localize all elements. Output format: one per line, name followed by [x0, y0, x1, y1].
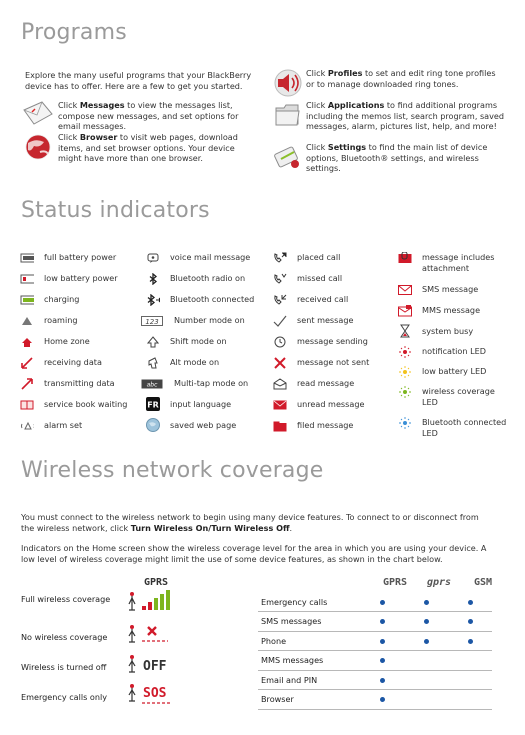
- indicator-label: unread message: [297, 399, 365, 409]
- program-messages: [22, 100, 262, 132]
- indicator-label: roaming: [44, 315, 78, 325]
- wireless-off-indicator: [128, 654, 180, 674]
- p1-end: .: [289, 522, 293, 533]
- indicator-label: saved web page: [170, 420, 237, 430]
- profiles-text-post: to set and edit ring tone profiles or to manage downloaded ring tones.: [306, 68, 496, 89]
- blue-led-icon: [398, 417, 412, 429]
- indicator-received-call: [273, 294, 348, 306]
- available-dot-icon: [380, 697, 385, 702]
- indicator-label: Bluetooth radio on: [170, 273, 246, 283]
- indicator-label: Number mode on: [174, 315, 245, 325]
- indicator-label: message not sent: [297, 357, 370, 367]
- indicator-saved-web-page: [146, 418, 236, 432]
- applications-text-post: to find additional programs including the memos list, search program, saved messages, alarm, pictures list, help, and more!: [306, 100, 505, 131]
- table-row: [258, 592, 492, 612]
- indicator-bluetooth-on: [146, 273, 245, 285]
- indicator-system-busy: [398, 324, 473, 338]
- indicator-missed-call: [273, 273, 342, 285]
- red-led-icon: [398, 346, 412, 358]
- available-dot-icon: [424, 619, 429, 624]
- messages-text-pre: Click: [58, 100, 80, 110]
- saved-web-page-globe-icon: [146, 418, 160, 432]
- sms-icon: [398, 284, 412, 296]
- indicator-message-not-sent: [273, 357, 369, 369]
- indicator-service-book: [20, 399, 127, 411]
- indicator-label: received call: [297, 294, 349, 304]
- browser-label: Browser: [79, 132, 118, 142]
- indicator-label: full battery power: [44, 252, 117, 262]
- table-row: [258, 690, 492, 710]
- availability-cell: [448, 592, 492, 612]
- availability-cell: [404, 670, 448, 690]
- hourglass-icon: [398, 324, 412, 338]
- messages-icon: [22, 100, 54, 128]
- availability-cell: [448, 651, 492, 671]
- indicator-home-zone: [20, 336, 90, 348]
- antenna-icon: [129, 625, 135, 642]
- program-browser: [22, 132, 262, 164]
- indicator-label: sent message: [297, 315, 354, 325]
- mms-icon: [398, 305, 412, 317]
- table-row: [258, 670, 492, 690]
- filed-message-icon: [273, 420, 287, 432]
- programs-heading: Programs: [21, 20, 127, 45]
- indicator-charging: [20, 294, 79, 306]
- indicator-multitap-mode: [140, 378, 248, 390]
- closed-envelope-icon: [273, 399, 287, 411]
- indicator-label: low battery LED: [422, 366, 487, 376]
- alarm-bell-icon: [20, 420, 34, 432]
- column-header-gprs-lower: gprs: [426, 577, 452, 588]
- indicator-number-mode: [140, 315, 245, 327]
- indicator-label: low battery power: [44, 273, 118, 283]
- roaming-triangle-icon: [20, 315, 34, 327]
- indicator-placed-call: [273, 252, 340, 264]
- settings-icon: [272, 142, 304, 170]
- available-dot-icon: [380, 600, 385, 605]
- sos-label: SOS: [143, 686, 167, 701]
- indicator-shift-mode: [146, 336, 227, 348]
- availability-cell: [404, 592, 448, 612]
- amber-led-icon: [398, 366, 412, 378]
- indicator-label: system busy: [422, 326, 474, 336]
- indicator-label: filed message: [297, 420, 354, 430]
- coverage-level-none: No wireless coverage: [21, 632, 108, 642]
- available-dot-icon: [380, 678, 385, 683]
- indicator-notification-led: [398, 346, 486, 358]
- svg-text:abc: abc: [146, 381, 158, 389]
- browser-text-pre: Click: [58, 132, 80, 142]
- availability-cell: [448, 690, 492, 710]
- program-applications: [272, 100, 507, 132]
- availability-cell: [404, 690, 448, 710]
- indicator-label: read message: [297, 378, 355, 388]
- charging-battery-icon: [20, 294, 34, 306]
- received-call-icon: [273, 294, 287, 306]
- feature-name: SMS messages: [258, 612, 360, 632]
- indicator-alarm: [20, 420, 82, 432]
- emergency-only-indicator: [128, 683, 180, 705]
- indicator-low-battery: [20, 273, 118, 285]
- indicator-mms-message: [398, 305, 480, 317]
- indicator-label: placed call: [297, 252, 341, 262]
- antenna-icon: [129, 655, 135, 672]
- input-language-icon: [146, 396, 160, 412]
- status-indicators-heading: Status indicators: [21, 198, 210, 223]
- applications-folder-icon: [272, 100, 304, 128]
- indicator-label: receiving data: [44, 357, 102, 367]
- indicator-alt-mode: [146, 357, 219, 369]
- indicator-message-sending: [273, 336, 368, 348]
- indicator-label: Alt mode on: [170, 357, 220, 367]
- alt-arrow-icon: [146, 357, 160, 369]
- messages-label: Messages: [79, 100, 125, 110]
- placed-call-icon: [273, 252, 287, 264]
- column-header-gprs: GPRS: [382, 577, 408, 588]
- indicator-low-battery-led: [398, 366, 486, 378]
- column-header-gsm: GSM: [473, 577, 493, 588]
- available-dot-icon: [468, 619, 473, 624]
- availability-cell: [404, 612, 448, 632]
- program-settings: [272, 142, 512, 174]
- availability-cell: [360, 651, 404, 671]
- antenna-icon: [129, 592, 135, 610]
- indicator-label: missed call: [297, 273, 343, 283]
- profiles-label: Profiles: [327, 68, 363, 78]
- availability-cell: [360, 690, 404, 710]
- indicator-label: MMS message: [422, 305, 481, 315]
- no-coverage-indicator: [128, 624, 180, 644]
- shift-arrow-icon: [146, 336, 160, 348]
- multitap-mode-icon: [140, 378, 164, 390]
- wireless-coverage-heading: Wireless network coverage: [21, 458, 324, 483]
- programs-intro: Explore the many useful programs that your BlackBerry device has to offer. Here are a few to get you started.: [25, 70, 252, 91]
- gprs-label: GPRS: [143, 577, 169, 588]
- indicator-filed-message: [273, 420, 353, 432]
- availability-cell: [360, 612, 404, 632]
- indicator-label: charging: [44, 294, 80, 304]
- coverage-feature-table: [258, 592, 492, 710]
- svg-text:FR: FR: [147, 400, 159, 410]
- feature-name: Email and PIN: [258, 670, 360, 690]
- availability-cell: [404, 631, 448, 651]
- indicator-sent-message: [273, 315, 353, 327]
- indicator-voice-mail: [146, 252, 250, 264]
- feature-name: Emergency calls: [258, 592, 360, 612]
- feature-name: MMS messages: [258, 651, 360, 671]
- missed-call-icon: [273, 273, 287, 285]
- availability-cell: [448, 631, 492, 651]
- table-row: [258, 612, 492, 632]
- settings-text-pre: Click: [306, 142, 328, 152]
- indicator-unread-message: [273, 399, 364, 411]
- indicator-label: wireless coverage LED: [422, 386, 495, 407]
- applications-text-pre: Click: [306, 100, 328, 110]
- browser-text-post: to visit web pages, download items, and set browser options. Your device might have more than one browser.: [58, 132, 238, 163]
- home-icon: [20, 336, 34, 348]
- indicator-label: Multi-tap mode on: [174, 378, 249, 388]
- indicator-sms-message: [398, 284, 478, 296]
- settings-label: Settings: [327, 142, 367, 152]
- program-profiles: [272, 68, 507, 96]
- indicator-label: SMS message: [422, 284, 479, 294]
- indicator-input-language: [146, 396, 231, 412]
- indicator-attachment: [398, 252, 508, 273]
- indicator-transmitting-data: [20, 378, 115, 390]
- green-led-icon: [398, 386, 412, 398]
- receiving-data-icon: [20, 357, 34, 369]
- profiles-text-pre: Click: [306, 68, 328, 78]
- messages-text-post: to view the messages list, compose new messages, and set options for email messages.: [58, 100, 239, 131]
- off-label: OFF: [143, 659, 167, 674]
- indicator-label: transmitting data: [44, 378, 115, 388]
- wireless-paragraph-2: Indicators on the Home screen show the wireless coverage level for the area in which you are using your device. A low level of wireless coverage might limit the use of some device features, as shown in the chart below.: [21, 543, 487, 564]
- browser-globe-icon: [22, 132, 54, 160]
- checkmark-icon: [273, 315, 287, 327]
- availability-cell: [404, 651, 448, 671]
- available-dot-icon: [380, 619, 385, 624]
- wireless-paragraph-1: [21, 512, 491, 533]
- indicator-label: message sending: [297, 336, 368, 346]
- number-mode-icon: [140, 315, 164, 327]
- indicator-label: Shift mode on: [170, 336, 227, 346]
- available-dot-icon: [468, 600, 473, 605]
- p1-text: You must connect to the wireless network to begin using many device features. To connect to or disconnect from the wireless network, click: [21, 512, 479, 533]
- indicator-label: input language: [170, 399, 232, 409]
- settings-text-post: to find the main list of device options, Bluetooth® settings, and wireless settings.: [306, 142, 488, 173]
- transmitting-data-icon: [20, 378, 34, 390]
- red-x-icon: [273, 357, 287, 369]
- full-battery-icon: [20, 252, 34, 264]
- indicator-label: voice mail message: [170, 252, 251, 262]
- indicator-label: notification LED: [422, 346, 486, 356]
- availability-cell: [360, 631, 404, 651]
- bluetooth-icon: [146, 273, 160, 285]
- full-coverage-indicator: [128, 576, 180, 612]
- profiles-speaker-icon: [272, 68, 304, 96]
- indicator-label: alarm set: [44, 420, 83, 430]
- turn-wireless-label: Turn Wireless On/Turn Wireless Off: [130, 522, 290, 533]
- attachment-envelope-icon: [398, 252, 412, 264]
- indicator-roaming: [20, 315, 77, 327]
- coverage-level-off: Wireless is turned off: [21, 662, 107, 672]
- indicator-bluetooth-connected-led: [398, 417, 510, 438]
- indicator-label: service book waiting: [44, 399, 128, 409]
- indicator-label: Bluetooth connected LED: [422, 417, 507, 438]
- indicator-read-message: [273, 378, 354, 390]
- indicator-bluetooth-connected: [146, 294, 254, 306]
- antenna-icon: [129, 684, 135, 701]
- table-row: [258, 651, 492, 671]
- feature-name: Phone: [258, 631, 360, 651]
- low-battery-icon: [20, 273, 34, 285]
- availability-cell: [448, 670, 492, 690]
- available-dot-icon: [380, 658, 385, 663]
- availability-cell: [360, 670, 404, 690]
- coverage-level-full: Full wireless coverage: [21, 594, 111, 604]
- available-dot-icon: [424, 600, 429, 605]
- indicator-label: Home zone: [44, 336, 90, 346]
- svg-text:123: 123: [145, 318, 159, 326]
- available-dot-icon: [380, 639, 385, 644]
- applications-label: Applications: [327, 100, 385, 110]
- service-book-icon: [20, 399, 34, 411]
- available-dot-icon: [424, 639, 429, 644]
- voicemail-icon: [146, 252, 160, 264]
- coverage-level-emergency: Emergency calls only: [21, 692, 108, 702]
- indicator-label: Bluetooth connected: [170, 294, 255, 304]
- clock-icon: [273, 336, 287, 348]
- indicator-full-battery: [20, 252, 116, 264]
- table-row: [258, 631, 492, 651]
- indicator-receiving-data: [20, 357, 102, 369]
- availability-cell: [360, 592, 404, 612]
- availability-cell: [448, 612, 492, 632]
- open-envelope-icon: [273, 378, 287, 390]
- indicator-wireless-coverage-led: [398, 386, 508, 407]
- bluetooth-connected-icon: [146, 294, 160, 306]
- feature-name: Browser: [258, 690, 360, 710]
- indicator-label: message includes attachment: [422, 252, 495, 273]
- available-dot-icon: [468, 639, 473, 644]
